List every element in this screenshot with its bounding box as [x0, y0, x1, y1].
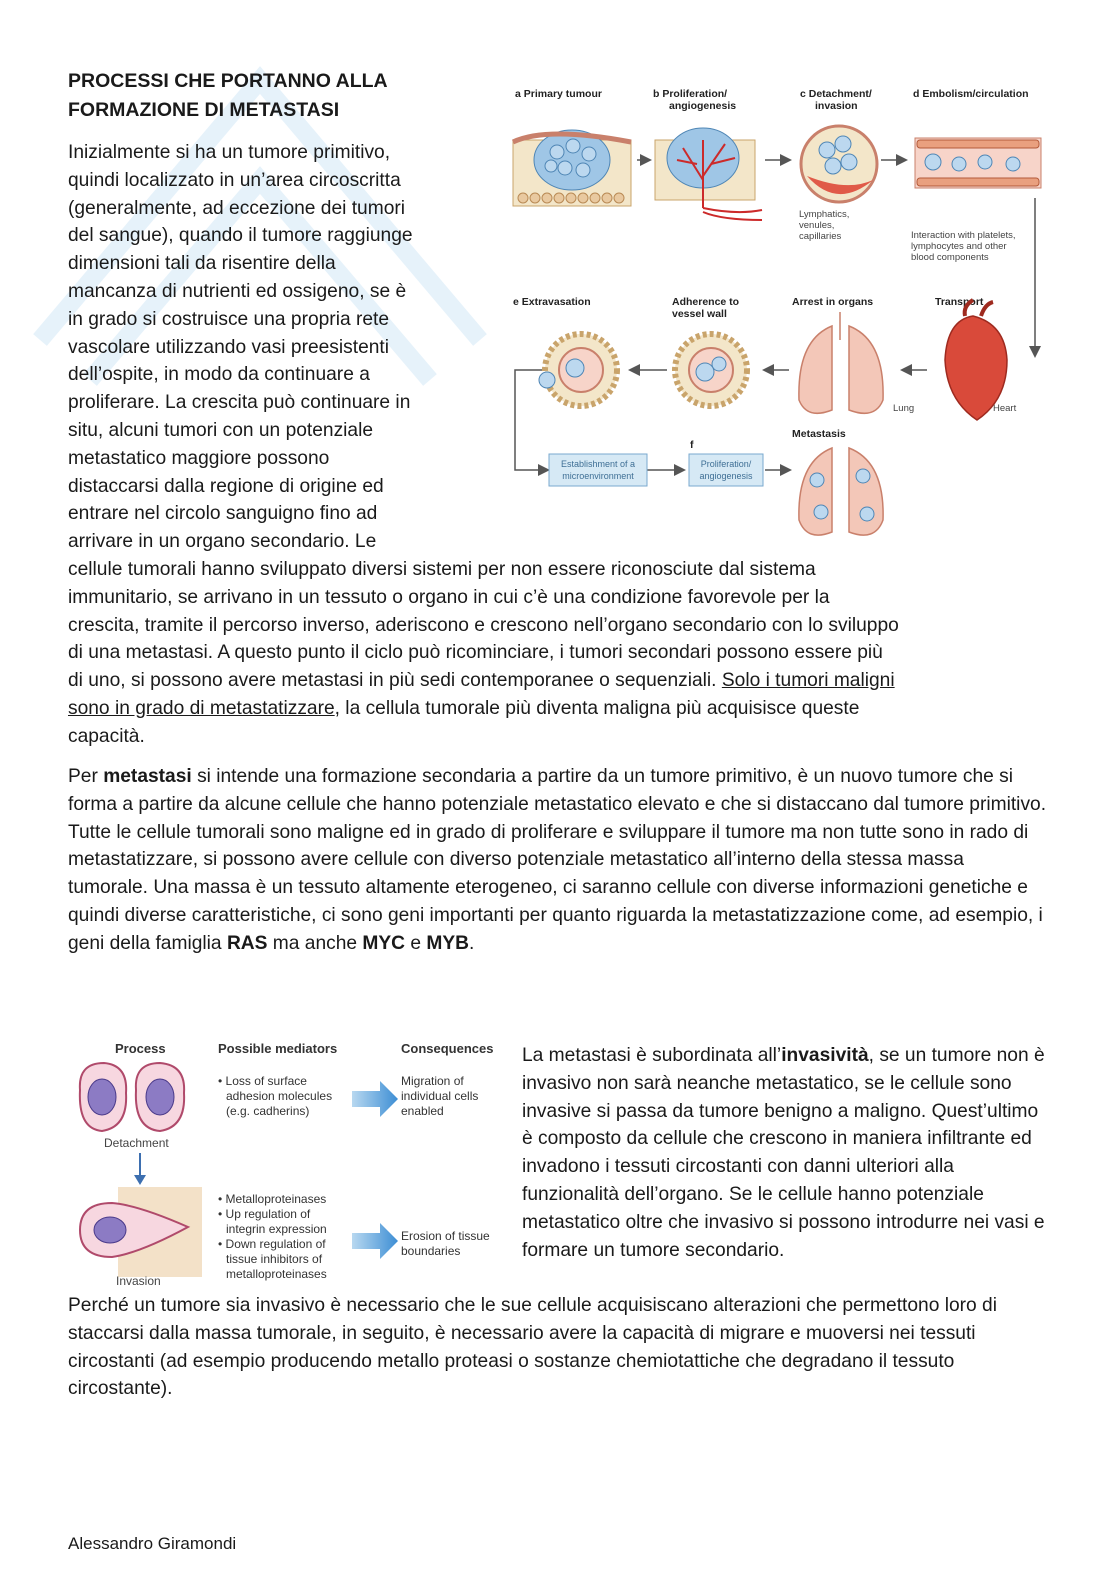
invasion-drawing — [801, 126, 877, 202]
svg-text:Interaction with platelets,: Interaction with platelets, — [911, 230, 1016, 241]
svg-text:Erosion of tissue: Erosion of tissue — [401, 1229, 490, 1243]
label-detachment-process: Detachment — [104, 1136, 169, 1150]
svg-text:• Metalloproteinases: • Metalloproteinases — [218, 1192, 327, 1206]
label-metastasis: Metastasis — [792, 428, 846, 440]
label-process: Process — [115, 1041, 166, 1056]
footer-author: Alessandro Giramondi — [68, 1534, 237, 1553]
adherence-drawing — [675, 334, 747, 406]
svg-text:tissue inhibitors of: tissue inhibitors of — [226, 1252, 323, 1266]
svg-text:(e.g. cadherins): (e.g. cadherins) — [226, 1104, 310, 1118]
intro-line: entrare nel circolo sanguigno fino ad — [68, 503, 378, 525]
intro-line: (generalmente, ad eccezione dei tumori — [68, 197, 406, 219]
paragraph-invasivita: La metastasi è subordinata all’invasività, se un tumore non è invasivo non sarà neanche metastatico, se le cellule sono invasive si passa da tumore benigno a maligno. Quest’ultimo è composto da cellule che crescono in maniera infiltrante ed invadono i tessuti circostanti con danni ulteriori alla funzionalità dell’organo. Se le cellule hanno potenziale metastatico oltre che invasivo si possono introdurre nei vasi e formare un tumore secondario. — [522, 1045, 1045, 1261]
svg-text:capillaries: capillaries — [799, 231, 842, 242]
label-adherence: Adherence to — [672, 296, 740, 308]
svg-text:lymphocytes and other: lymphocytes and other — [911, 241, 1007, 252]
intro-line: dimensioni tali da risentire della — [68, 253, 336, 275]
svg-text:• Up regulation of: • Up regulation of — [218, 1207, 311, 1221]
svg-text:Lung: Lung — [893, 403, 915, 414]
lungs-drawing — [799, 312, 883, 413]
svg-text:integrin expression: integrin expression — [226, 1222, 327, 1236]
label-extravasation: e Extravasation — [513, 296, 591, 308]
svg-text:venules,: venules, — [799, 220, 835, 231]
invasion-mediators-figure — [68, 1035, 508, 1290]
svg-text:angiogenesis: angiogenesis — [669, 100, 737, 112]
intro-line: sono in grado di metastatizzare, la cellula tumorale più diventa maligna più acquisisce queste — [68, 698, 860, 719]
label-consequences: Consequences — [401, 1041, 494, 1056]
underlined-statement: Solo i tumori maligni — [721, 670, 895, 692]
paragraph-metastasi-definition: Per metastasi si intende una formazione secondaria a partire da un tumore primitivo, è un nuovo tumore che si forma a partire da alcune cellule che hanno potenziale metastatico elevato e che si distaccano dal tumore primitivo. Tutte le cellule tumorali sono maligne ed in grado di proliferare e sviluppare il tumore ma non tutte sono in rado di metastatizzare, si possono avere cellule con diverso potenziale metastatico all’interno della stessa massa tumorale. Una massa è un tessuto altamente eterogeneo, ci saranno cellule con diverse informazioni genetiche e quindi diverse caratteristiche, ci sono geni importanti per quanto riguarda la metastatizzazione come, ad esempio, i geni della famiglia RAS ma anche MYC e MYB. — [68, 766, 1047, 954]
intro-line: situ, alcuni tumori con un potenziale — [68, 420, 374, 441]
consequence-arrow-2 — [352, 1223, 398, 1259]
intro-line: cellule tumorali hanno sviluppato diversi sistemi per non essere riconosciute dal sistema — [68, 559, 816, 580]
svg-text:• Down regulation of: • Down regulation of — [218, 1237, 326, 1251]
svg-text:Heart: Heart — [993, 403, 1017, 414]
intro-line: del sangue), quando il tumore raggiunge — [68, 225, 413, 247]
heart-drawing — [945, 300, 1007, 420]
svg-text:metalloproteinases: metalloproteinases — [226, 1267, 327, 1281]
intro-line: immunitario, se arrivano in un tessuto o organo in cui c’è una condizione favorevole per la — [68, 586, 830, 608]
svg-text:adhesion molecules: adhesion molecules — [226, 1089, 333, 1103]
label-primary-tumour: a Primary tumour — [515, 88, 602, 100]
metastasis-lungs-drawing — [799, 448, 883, 535]
paragraph-invasive-requirements: Perché un tumore sia invasivo è necessario che le sue cellule acquisiscano alterazioni che permettono loro di staccarsi dalla massa tumorale, in seguito, è necessario avere la capacità di migrare e muoversi nei tessuti circostanti (ad esempio producendo metallo proteasi o sostanze chemiotattiche che degradano il tessuto circostante). — [68, 1295, 997, 1400]
svg-text:Lymphatics,: Lymphatics, — [799, 209, 850, 220]
svg-text:angiogenesis: angiogenesis — [699, 471, 753, 481]
consequence-arrow-1 — [352, 1081, 398, 1117]
svg-text:individual cells: individual cells — [401, 1089, 479, 1103]
extravasation-drawing — [539, 334, 617, 406]
label-embolism: d Embolism/circulation — [913, 88, 1029, 100]
label-establishment: Establishment of a — [560, 459, 636, 469]
label-mediators: Possible mediators — [218, 1041, 338, 1056]
intro-line: metastatico maggiore possono — [68, 447, 330, 469]
primary-tumour-drawing — [513, 130, 631, 206]
intro-line: mancanza di nutrienti ed ossigeno, se è — [68, 281, 407, 302]
detached-cells-drawing — [80, 1063, 184, 1131]
vessel-drawing — [915, 138, 1041, 188]
label-detachment: c Detachment/ — [800, 88, 872, 100]
svg-text:f: f — [690, 439, 694, 451]
intro-line: di una metastasi. A questo punto il ciclo può ricominciare, i tumori secondari possono essere più — [68, 642, 883, 664]
intro-line: crescita, tramite il percorso inverso, aderiscono e crescono nell’organo secondario con lo sviluppo — [68, 614, 899, 636]
page-title: PROCESSI CHE PORTANNO ALLA FORMAZIONE DI METASTASI — [68, 70, 387, 121]
label-transport: Transport — [935, 296, 984, 308]
intro-line: in grado si costruisce una propria rete — [68, 308, 390, 330]
svg-text:boundaries: boundaries — [401, 1244, 461, 1258]
intro-line: di uno, si possono avere metastasi in più sedi contemporanee o sequenziali. Solo i tumori maligni — [68, 670, 895, 692]
intro-line: distaccarsi dalla regione di origine ed — [68, 475, 384, 497]
svg-text:invasion: invasion — [815, 100, 858, 112]
intro-line: dell’ospite, in modo da continuare a — [68, 364, 370, 386]
svg-text:vessel wall: vessel wall — [672, 308, 727, 320]
label-arrest: Arrest in organs — [792, 296, 874, 308]
intro-line: vascolare utilizzando vasi preesistenti — [68, 336, 390, 358]
intro-line: capacità. — [68, 725, 145, 747]
label-proliferation: b Proliferation/ — [653, 88, 728, 100]
label-proliferation-2: Proliferation/ — [700, 459, 752, 469]
svg-text:enabled: enabled — [401, 1104, 444, 1118]
intro-line: proliferare. La crescita può continuare in — [68, 392, 411, 414]
svg-text:microenvironment: microenvironment — [562, 471, 634, 481]
svg-text:blood components: blood components — [911, 252, 989, 263]
label-invasion-process: Invasion — [116, 1274, 161, 1288]
intro-line: arrivare in un organo secondario. Le — [68, 531, 377, 553]
svg-text:• Loss of surface: • Loss of surface — [218, 1074, 307, 1088]
angiogenesis-drawing — [655, 128, 762, 220]
intro-line: quindi localizzato in un’area circoscritta — [68, 169, 401, 191]
metastatic-cascade-figure — [507, 80, 1047, 550]
svg-text:Migration of: Migration of — [401, 1074, 464, 1088]
intro-line: Inizialmente si ha un tumore primitivo, — [68, 142, 391, 163]
